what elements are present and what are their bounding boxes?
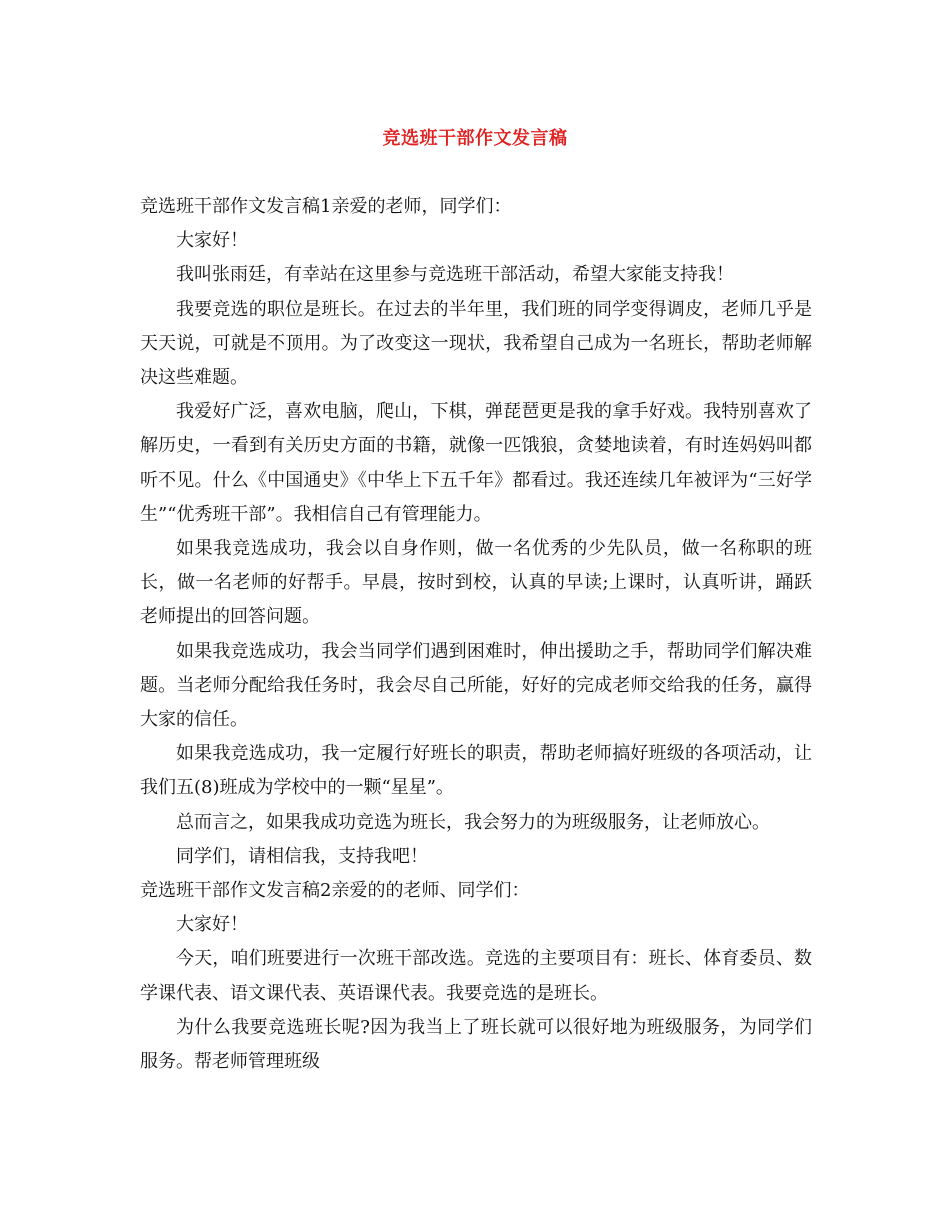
paragraph: 今天，咱们班要进行一次班干部改选。竞选的主要项目有：班长、体育委员、数学课代表、语文课代表、英语课代表。我要竞选的是班长。 [140,948,812,1004]
paragraph: 为什么我要竞选班长呢?因为我当上了班长就可以很好地为班级服务，为同学们服务。帮老师管理班级 [140,1016,812,1073]
paragraph: 大家好！ [176,230,248,252]
paragraph: 我要竞选的职位是班长。在过去的半年里，我们班的同学变得调皮，老师几乎是天天说，可就是不顶用。为了改变这一现状，我希望自己成为一名班长，帮助老师解决这些难题。 [140,298,812,389]
paragraph: 同学们，请相信我，支持我吧！ [176,845,428,867]
paragraph: 如果我竞选成功，我会以自身作则，做一名优秀的少先队员，做一名称职的班长，做一名老师的好帮手。早晨，按时到校，认真的早读;上课时，认真听讲，踊跃老师提出的回答问题。 [140,538,812,628]
paragraph: 如果我竞选成功，我会当同学们遇到困难时，伸出援助之手，帮助同学们解决难题。当老师分配给我任务时，我会尽自己所能，好好的完成老师交给我的任务，赢得大家的信任。 [140,640,812,731]
paragraph: 大家好！ [176,914,248,936]
document-title: 竞选班干部作文发言稿 [382,128,568,149]
paragraph: 竞选班干部作文发言稿2亲爱的的老师、同学们： [140,880,530,902]
paragraph: 我叫张雨廷，有幸站在这里参与竞选班干部活动，希望大家能支持我！ [176,264,734,286]
document-body [140,190,812,1079]
paragraph: 如果我竞选成功，我一定履行好班长的职责，帮助老师搞好班级的各项活动，让我们五(8)班成为学校中的一颗“星星”。 [140,743,812,799]
paragraph: 总而言之，如果我成功竞选为班长，我会努力的为班级服务，让老师放心。 [176,811,770,833]
paragraph: 竞选班干部作文发言稿1亲爱的老师，同学们： [140,196,512,217]
paragraph: 我爱好广泛，喜欢电脑，爬山，下棋，弹琵琶更是我的拿手好戏。我特别喜欢了解历史，一看到有关历史方面的书籍，就像一匹饿狼，贪婪地读着，有时连妈妈叫都听不见。什么《中国通史》《中华上下五千年》都看过。我还连续几年被评为“三好学生”“优秀班干部”。我相信自己有管理能力。 [140,401,812,525]
